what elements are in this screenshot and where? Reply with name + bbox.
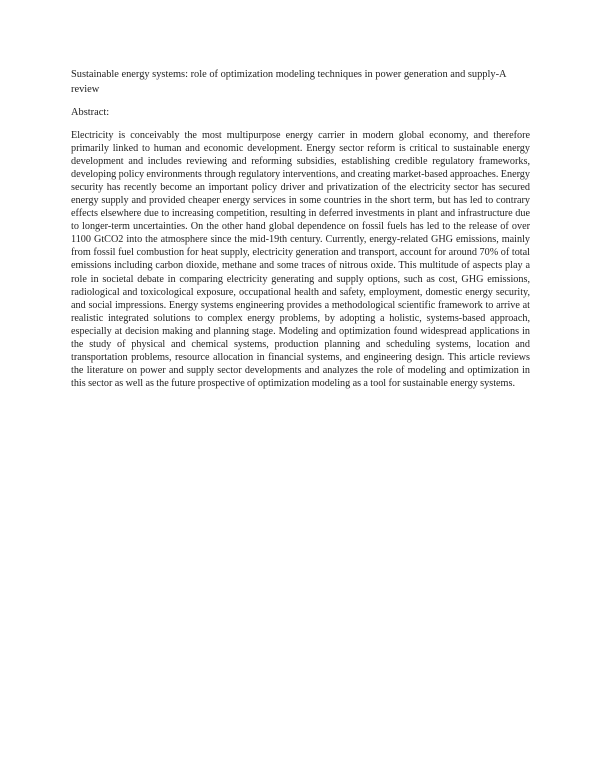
document-title: Sustainable energy systems: role of optimization modeling techniques in power generation and supply-A review [71,69,506,95]
abstract-body: Electricity is conceivably the most multipurpose energy carrier in modern global economy, and therefore primarily linked to human and economic development. Energy sector reform is critical to sustainable energy development and includes reviewing and reforming subsidies, establishing credible regulatory frameworks, developing policy environments through regulatory interventions, and creating market-based approaches. Energy security has recently become an important policy driver and privatization of the electricity sector has secured energy supply and provided cheaper energy services in some countries in the short term, but has led to contrary effects elsewhere due to increasing competition, resulting in deferred investments in plant and infrastructure due to longer-term uncertainties. On the other hand global dependence on fossil fuels has led to the release of over 1100 GtCO2 into the atmosphere since the mid-19th century. Currently, energy-related GHG emissions, mainly from fossil fuel combustion for heat supply, electricity generation and transport, account for around 70% of total emissions including carbon dioxide, methane and some traces of nitrous oxide. This multitude of aspects play a role in societal debate in comparing electricity generating and supply options, such as cost, GHG emissions, radiological and toxicological exposure, occupational health and safety, employment, domestic energy security, and social impressions. Energy systems engineering provides a methodological scientific framework to arrive at realistic integrated solutions to complex energy problems, by adopting a holistic, systems-based approach, especially at decision making and planning stage. Modeling and optimization found widespread applications in the study of physical and chemical systems, production planning and scheduling systems, location and transportation problems, resource allocation in financial systems, and engineering design. This article reviews the literature on power and supply sector developments and analyzes the role of modeling and optimization in this sector as well as the future prospective of optimization modeling as a tool for sustainable energy systems. [71,130,530,389]
document-content [71,68,530,390]
abstract-heading: Abstract: [71,107,110,118]
